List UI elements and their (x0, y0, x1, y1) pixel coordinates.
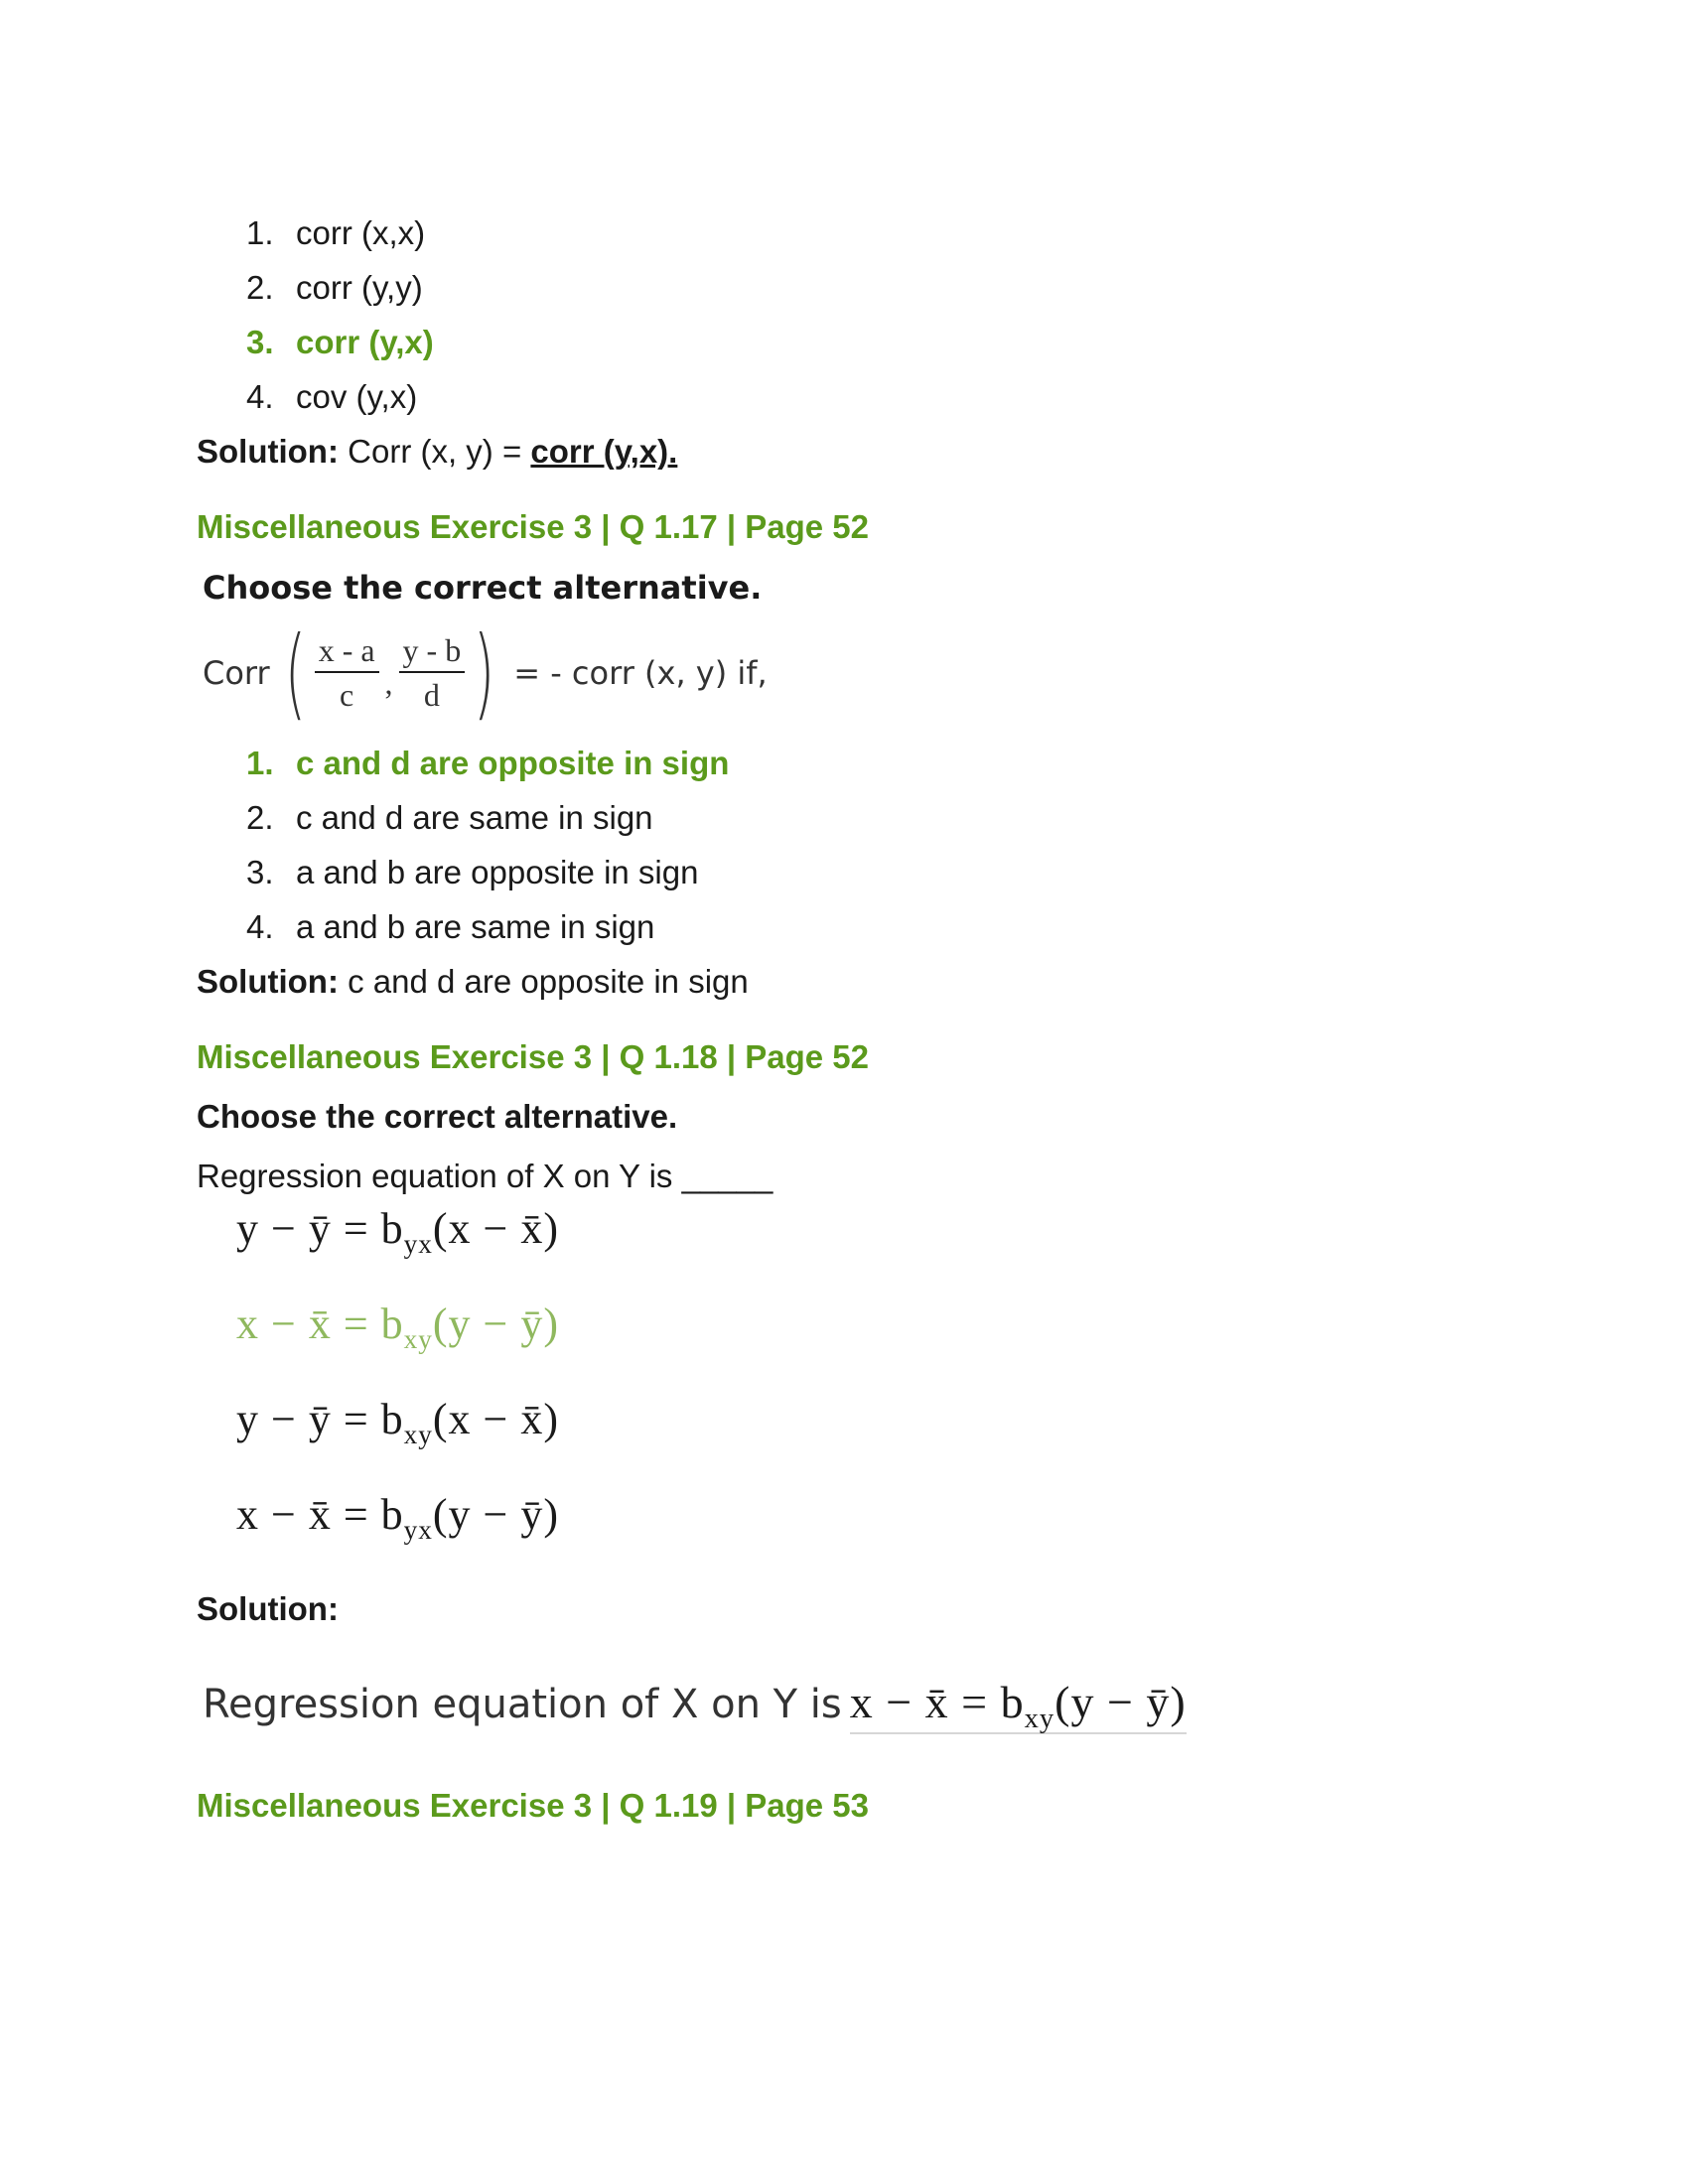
option-text: corr (x,x) (296, 214, 426, 251)
option-text: a and b are opposite in sign (296, 854, 699, 890)
equation-subscript: xy (403, 1419, 433, 1449)
option-2 (246, 799, 653, 837)
option-4 (246, 908, 654, 946)
option-number: 3. (246, 324, 274, 360)
equation-lhs: x − x̄ = b (236, 1299, 404, 1348)
option-text: corr (y,x) (296, 324, 434, 360)
solution-label: Solution: (197, 433, 339, 470)
equation-lhs: y − ȳ = b (236, 1204, 404, 1253)
equation-rhs: (x − x̄) (432, 1204, 560, 1253)
option-number: 3. (246, 854, 274, 890)
section-heading-q18: Miscellaneous Exercise 3 | Q 1.18 | Page 52 (197, 1038, 870, 1075)
solution-label-q18: Solution: (197, 1590, 339, 1627)
formula-comma: , (384, 664, 393, 701)
equation-lhs: x − x̄ = b (236, 1490, 404, 1539)
equation-subscript: yx (403, 1228, 433, 1259)
option-number: 2. (246, 799, 274, 836)
equation-option-3 (236, 1394, 560, 1449)
option-text: a and b are same in sign (296, 908, 655, 945)
option-number: 4. (246, 378, 274, 415)
option-1-correct (246, 745, 729, 782)
fraction-1 (315, 632, 379, 714)
left-paren-icon: ( (284, 614, 306, 731)
section-heading-q19: Miscellaneous Exercise 3 | Q 1.19 | Page 53 (197, 1787, 870, 1824)
option-text: corr (y,y) (296, 269, 423, 306)
equation-rhs: (y − ȳ) (1055, 1677, 1187, 1727)
section-heading-q17: Miscellaneous Exercise 3 | Q 1.17 | Page 52 (197, 508, 870, 545)
option-text: cov (y,x) (296, 378, 418, 415)
option-3 (246, 854, 698, 891)
option-1 (246, 214, 425, 252)
equation-option-4 (236, 1489, 560, 1545)
fraction-denominator: c (340, 677, 354, 713)
solution-answer: corr (y,x). (530, 433, 678, 470)
option-3-correct (246, 324, 434, 361)
solution-label: Solution: (197, 963, 339, 1000)
question-q18: Regression equation of X on Y is _____ (197, 1158, 774, 1194)
solution-q18 (203, 1676, 1187, 1734)
option-number: 4. (246, 908, 274, 945)
fraction-2 (399, 632, 466, 714)
option-text: c and d are opposite in sign (296, 745, 730, 781)
equation-subscript: xy (403, 1323, 433, 1354)
equation-lhs: y − ȳ = b (236, 1395, 404, 1443)
equation-lhs: x − x̄ = b (849, 1677, 1025, 1727)
solution-q17 (197, 963, 749, 1001)
equation-subscript: xy (1024, 1703, 1055, 1734)
option-number: 1. (246, 745, 274, 781)
option-4 (246, 378, 417, 416)
solution-q16 (197, 433, 677, 471)
fraction-denominator: d (423, 677, 440, 713)
option-number: 1. (246, 214, 274, 251)
solution-text: Regression equation of X on Y is (203, 1682, 842, 1727)
solution-text: c and d are opposite in sign (348, 963, 749, 1000)
option-text: c and d are same in sign (296, 799, 653, 836)
option-2 (246, 269, 423, 307)
equation-option-1 (236, 1203, 560, 1259)
equation-subscript: yx (403, 1514, 433, 1545)
prompt-q17: Choose the correct alternative. (203, 569, 763, 607)
equation-option-2-correct (236, 1298, 560, 1354)
solution-text: Corr (x, y) = (348, 433, 531, 470)
equation-rhs: (y − ȳ) (432, 1299, 560, 1348)
right-paren-icon: ) (473, 614, 495, 731)
formula-corr: Corr (203, 654, 270, 692)
solution-equation (850, 1676, 1187, 1734)
equation-rhs: (y − ȳ) (432, 1490, 560, 1539)
formula-rhs: = - corr (x, y) if, (513, 654, 768, 692)
fraction-numerator: x - a (318, 632, 375, 668)
option-number: 2. (246, 269, 274, 306)
fraction-numerator: y - b (402, 632, 462, 668)
formula-q17 (203, 614, 768, 731)
equation-rhs: (x − x̄) (432, 1395, 560, 1443)
prompt-q18: Choose the correct alternative. (197, 1098, 678, 1135)
